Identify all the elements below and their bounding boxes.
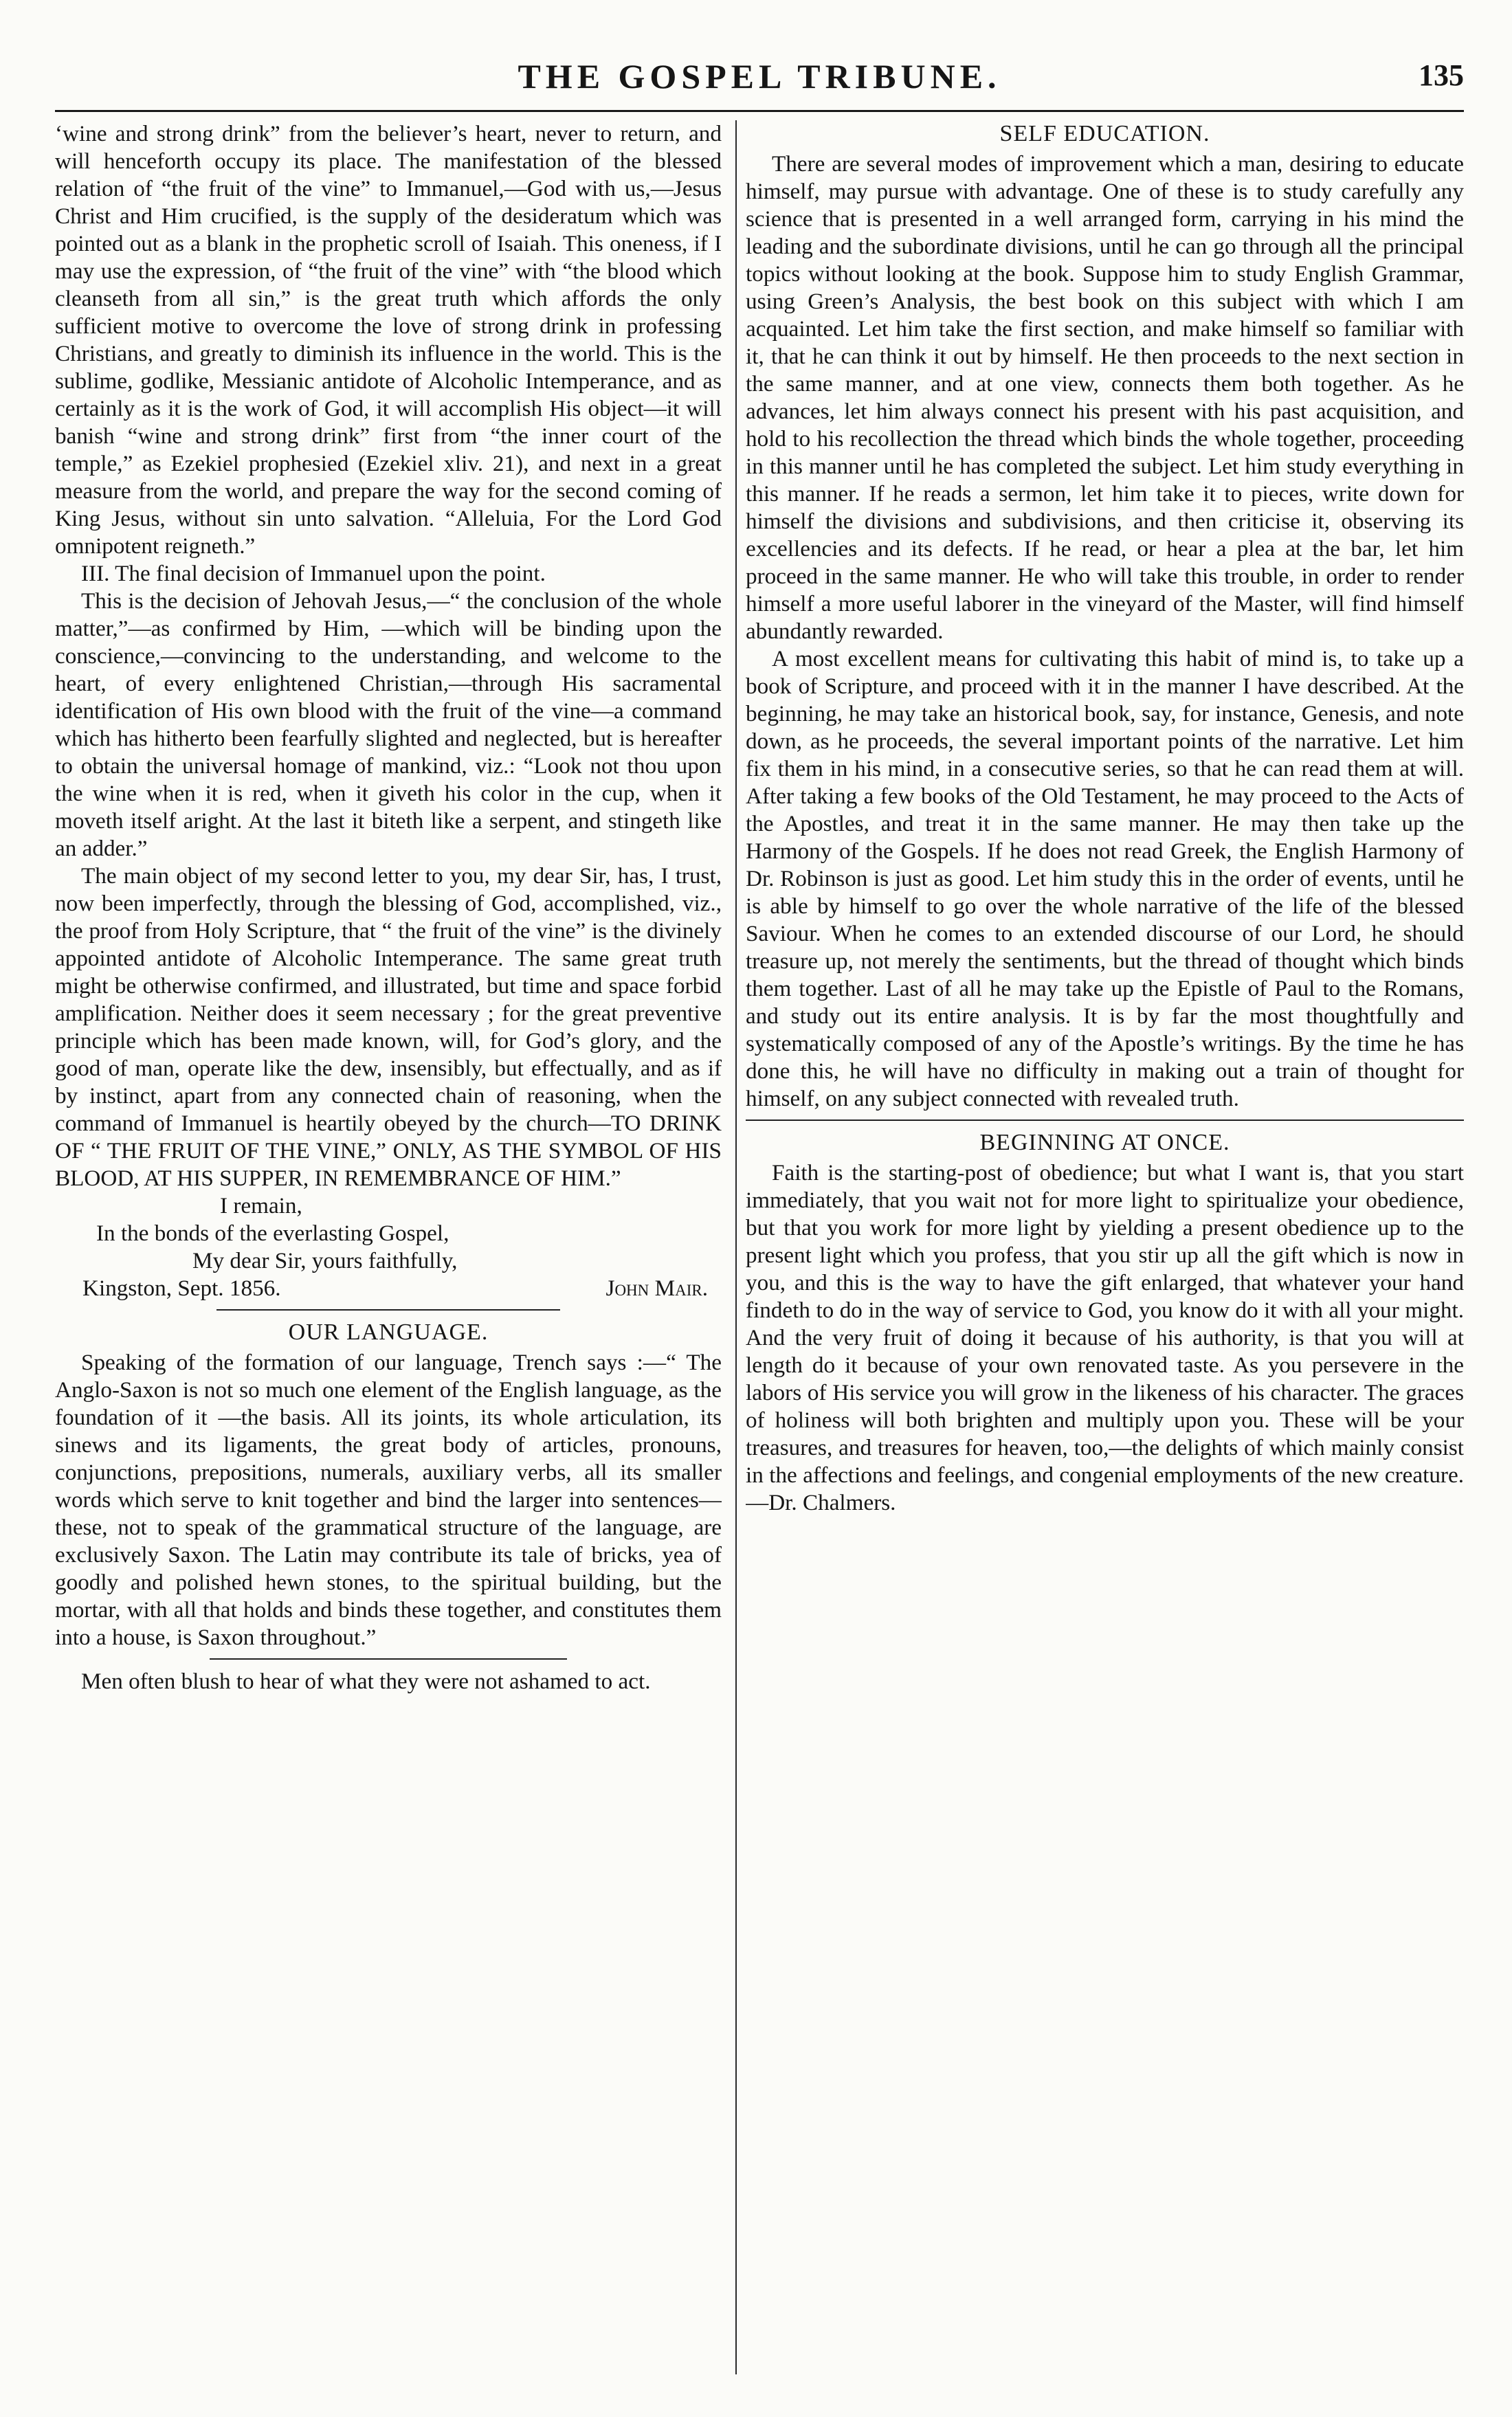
letter-place-date: Kingston, Sept. 1856. [82, 1276, 281, 1301]
section-rule [746, 1120, 1464, 1121]
letter-paragraph-2: III. The final decision of Immanuel upon the point. [81, 561, 546, 586]
section-heading-our-language: OUR LANGUAGE. [288, 1319, 489, 1345]
letter-paragraph-3: This is the decision of Jehovah Jesus,—“ the conclusion of the whole matter,”—as confirmed by Him, —which will be binding upon the conscience,—convincing to the understanding, and welcome to the heart, of every enlightened Christian,—through His sacramental identification of His own blood with the fruit of the vine—a command which has hitherto been fearfully slighted and neglected, but is hereafter to obtain the universal homage of mankind, viz.: “Look not thou upon the wine when it is red, when it giveth his color in the cup, when it moveth itself aright. At the last it biteth like a serpent, and stingeth like an adder.” [55, 588, 722, 861]
self-education-paragraph-1: There are several modes of improvement which a man, desiring to educate himself, may pursue with advantage. One of these is to study carefully any science that is presented in a well arranged form, carrying in his mind the leading and the subordinate divisions, until he can go through all the principal topics without looking at the book. Suppose him to study English Grammar, using Green’s Analysis, the best book on this subject with which I am acquainted. Let him take the first section, and make himself so familiar with it, that he can think it out by himself. He then proceeds to the next section in the same manner, and at one view, connects them both together. As he advances, let him always connect his present with his past acquisition, and hold to his recollection the thread which binds the whole together, proceeding in this manner until he has completed the subject. Let him study everything in this manner. If he reads a sermon, let him take it to pieces, write down for himself the divisions and subdivisions, and then criticise it, observing its excellencies and its defects. If he read, or hear a plea at the bar, let him proceed in the same manner. He who will take this trouble, in order to render himself a more useful laborer in the vineyard of the Master, will find himself abundantly rewarded. [746, 151, 1464, 644]
page-number: 135 [1419, 58, 1464, 92]
section-rule [216, 1309, 560, 1311]
self-education-paragraph-2: A most excellent means for cultivating this habit of mind is, to take up a book of Scripture, and proceed with it in the manner I have described. At the beginning, he may take an historical book, say, for instance, Genesis, and note down, as he proceeds, the several important points of the narrative. Let him fix them in his mind, in a consecutive series, so that he can read them at will. After taking a few books of the Old Testament, he may proceed to the Acts of the Apostles, and treat it in the same manner. He may then take up the Harmony of the Gospels. If he does not read Greek, the English Harmony of Dr. Robinson is just as good. Let him study this in the order of events, until he is able by himself to go over the whole narrative of the life of the blessed Saviour. When he comes to an extended discourse of our Lord, he should treasure up, not merely the sentiments, but the thread of thought which binds them together. Last of all he may take up the Epistle of Paul to the Romans, and study out its entire analysis. It is by far the most thoughtfully and systematically composed of any of the Apostle’s writings. By the time he has done this, he will have no difficulty in making out a train of thought for himself, on any subject connected with revealed truth. [746, 646, 1464, 1111]
letter-remain: I remain, [220, 1193, 302, 1218]
page-header [55, 56, 1464, 104]
letter-author: John Mair. [605, 1276, 708, 1301]
left-column [55, 120, 722, 2381]
our-language-paragraph: Speaking of the formation of our language, Trench says :—“ The Anglo-Saxon is not so much one element of the English language, as the foundation of it —the basis. All its joints, its whole articulation, its sinews and its ligaments, the great body of articles, pronouns, conjunctions, prepositions, numerals, auxiliary verbs, all its smaller words which serve to knit together and bind the larger into sentences—these, not to speak of the grammatical structure of the language, are exclusively Saxon. The Latin may contribute its tale of bricks, yea of goodly and polished hewn stones, to the spiritual building, but the mortar, with all that holds and binds these together, and constitutes them into a house, is Saxon throughout.” [55, 1350, 722, 1650]
closing-note: Men often blush to hear of what they were not ashamed to act. [81, 1669, 651, 1694]
right-column [746, 120, 1464, 2381]
beginning-at-once-paragraph: Faith is the starting-post of obedience; but what I want is, that you start immediately, that you wait not for more light to spiritualize your obedience, but that you work for more light by yielding a present obedience up to the present light which you profess, that you stir up all the gift which is now in you, and this is the way to have the gift enlarged, that whatever your hand findeth to do in the way of service to God, you know do it with all your might. And the very fruit of doing it because of his authority, is that you will at length do it because of your own renovated taste. As you persevere in the labors of His service you will grow in the likeness of his character. The graces of holiness will both brighten and multiply upon you. These will be your treasures, and treasures for heaven, too,—the delights of which mainly consist in the affections and feelings, and congenial employments of the new creature.—Dr. Chalmers. [746, 1160, 1464, 1515]
section-heading-self-education: SELF EDUCATION. [999, 121, 1210, 146]
letter-yours: My dear Sir, yours faithfully, [192, 1248, 458, 1273]
letter-paragraph-1: ‘wine and strong drink” from the believer’s heart, never to return, and will henceforth occupy its place. The manifestation of the blessed relation of “the fruit of the vine” to Immanuel,—God with us,—Jesus Christ and Him crucified, is the supply of the desideratum which was pointed out as a blank in the prophetic scroll of Isaiah. This oneness, if I may use the expression, of “the fruit of the vine” with “the blood which cleanseth from all sin,” is the great truth which affords the only sufficient motive to overcome the love of strong drink in professing Christians, and greatly to diminish its influence in the world. This is the sublime, godlike, Messianic antidote of Alcoholic Intemperance, and as certainly as it is the work of God, it will accomplish His object—it will banish “wine and strong drink” first from “the inner court of the temple,” as Ezekiel prophesied (Ezekiel xliv. 21), and next in a great measure from the world, and prepare the way for the second coming of King Jesus, without sin unto salvation. “Alleluia, For the Lord God omnipotent reigneth.” [55, 121, 722, 559]
header-rule [55, 110, 1464, 112]
letter-paragraph-4: The main object of my second letter to you, my dear Sir, has, I trust, now been imperfectly, through the blessing of God, accomplished, viz., the proof from Holy Scripture, that “ the fruit of the vine” is the divinely appointed antidote of Alcoholic Intemperance. The same great truth might be otherwise confirmed, and illustrated, but time and space forbid amplification. Neither does it seem necessary ; for the great preventive principle which has been made known, will, for God’s glory, and the good of man, operate like the dew, insensibly, but effectually, and as if by instinct, apart from any connected chain of reasoning, when the command of Immanuel is heartily obeyed by the church—TO DRINK OF “ THE FRUIT OF THE VINE,” ONLY, AS THE SYMBOL OF HIS BLOOD, AT HIS SUPPER, IN REMEMBRANCE OF HIM.” [55, 863, 722, 1191]
section-rule [210, 1658, 567, 1660]
section-heading-beginning-at-once: BEGINNING AT ONCE. [979, 1130, 1230, 1155]
publication-title: THE GOSPEL TRIBUNE. [518, 57, 1001, 96]
column-divider [735, 120, 737, 2374]
letter-bonds: In the bonds of the everlasting Gospel, [96, 1221, 449, 1246]
letter-signature-row [55, 1275, 722, 1302]
